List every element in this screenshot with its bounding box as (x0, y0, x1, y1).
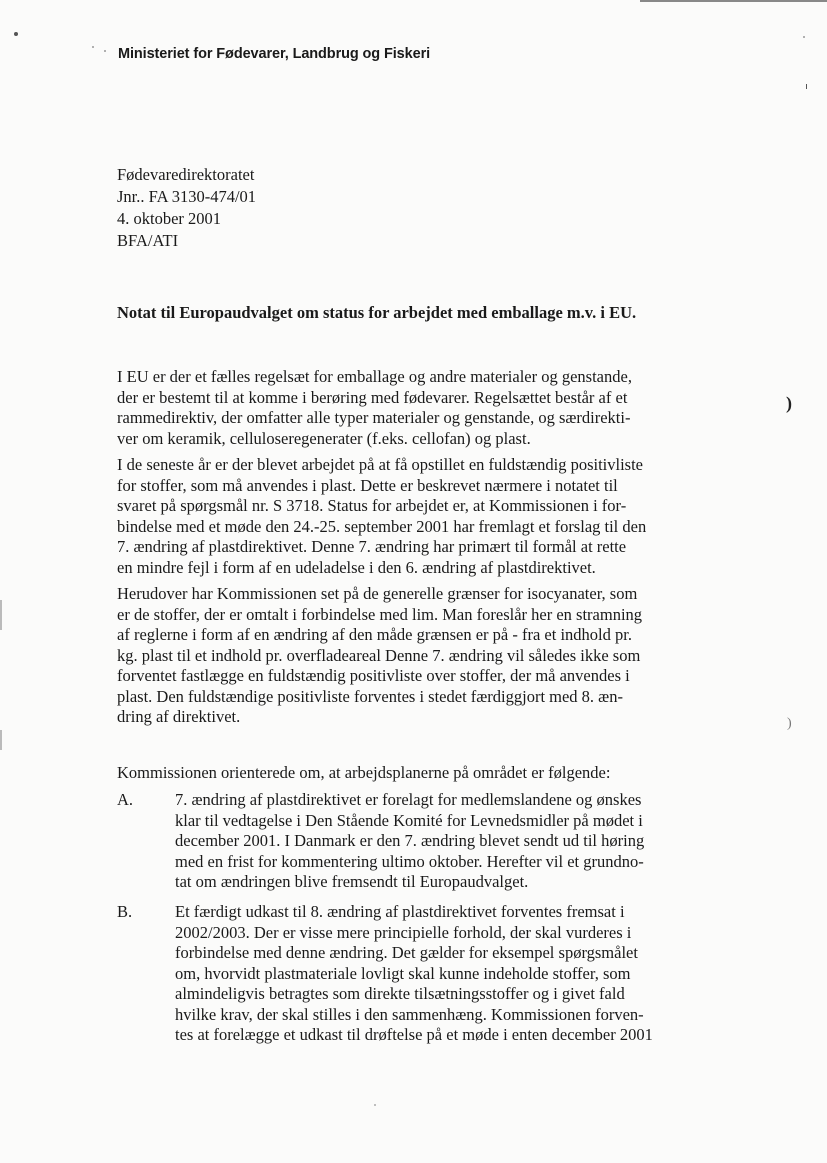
text-line: tat om ændringen blive fremsendt til Europaudvalget. (175, 872, 529, 891)
text-line: forventet fastlægge en fuldstændig positivliste over stoffer, der må anvendes i (117, 666, 630, 685)
scan-speck (14, 32, 18, 36)
text-line: der er bestemt til at komme i berøring med fødevarer. Regelsættet består af et (117, 387, 628, 407)
document-title: Notat til Europaudvalget om status for arbejdet med emballage m.v. i EU. (117, 303, 637, 322)
paragraph (117, 455, 721, 578)
text-line: en mindre fejl i form af en udeladelse i den 6. ændring af plastdirektivet. (117, 557, 596, 577)
text-line: Herudover har Kommissionen set på de generelle grænser for isocyanater, som (117, 584, 638, 603)
list-item-content (175, 902, 725, 1046)
text-line: Et færdigt udkast til 8. ændring af plastdirektivet forventes fremsat i (175, 902, 625, 921)
text-line: af reglerne i form af en ændring af den måde grænsen er på - fra et indhold pr. (117, 625, 632, 644)
text-line: med en frist for kommentering ultimo oktober. Herefter vil et grundno- (175, 851, 644, 871)
scan-speck (803, 36, 805, 38)
scan-edge-mark (0, 730, 2, 750)
text-line: for stoffer, som må anvendes i plast. Dette er beskrevet nærmere i notatet til (117, 475, 618, 495)
text-line: ver om keramik, celluloseregenerater (f.eks. cellofan) og plast. (117, 428, 531, 448)
paragraph (117, 584, 721, 728)
paragraph (117, 763, 721, 784)
text-line: december 2001. I Danmark er den 7. ændring blevet sendt ud til høring (175, 831, 645, 850)
text-line: bindelse med et møde den 24.-25. september 2001 har fremlagt et forslag til den (117, 516, 647, 536)
scan-edge-mark (0, 600, 2, 630)
text-line: Kommissionen orienterede om, at arbejdsplanerne på området er følgende: (117, 763, 611, 782)
text-line: I EU er der et fælles regelsæt for emballage og andre materialer og genstande, (117, 367, 632, 386)
document-date: 4. oktober 2001 (117, 209, 222, 228)
author-initials: BFA/ATI (117, 231, 179, 250)
margin-mark: ) (786, 393, 792, 413)
text-line: 2002/2003. Der er visse mere principielle forhold, der skal vurderes i (175, 922, 632, 942)
list-marker: A. (117, 790, 134, 809)
scan-speck (92, 46, 94, 48)
text-line: rammedirektiv, der omfatter alle typer materialer og genstande, og særdirekti- (117, 408, 631, 427)
list-marker: B. (117, 902, 133, 921)
text-line: 7. ændring af plastdirektivet er forelagt for medlemslandene og ønskes (175, 790, 642, 809)
margin-mark: ) (787, 716, 792, 731)
scan-speck (374, 1104, 376, 1106)
scan-speck (806, 84, 807, 89)
document-meta (117, 164, 256, 252)
text-line: hvilke krav, der skal stilles i den sammenhæng. Kommissionen forven- (175, 1004, 644, 1024)
text-line: svaret på spørgsmål nr. S 3718. Status for arbejdet er, at Kommissionen i for- (117, 496, 627, 515)
paragraph (117, 367, 721, 449)
journal-number: Jnr.. FA 3130-474/01 (117, 187, 257, 206)
text-line: dring af direktivet. (117, 707, 241, 726)
text-line: er de stoffer, der er omtalt i forbindelse med lim. Man foreslår her en stramning (117, 604, 643, 624)
text-line: kg. plast til et indhold pr. overfladeareal Denne 7. ændring vil således ikke som (117, 645, 641, 665)
text-line: 7. ændring af plastdirektivet. Denne 7. ændring har primært til formål at rette (117, 537, 627, 556)
text-line: tes at forelægge et udkast til drøftelse på et møde i enten december 2001 (175, 1025, 653, 1044)
text-line: I de seneste år er der blevet arbejdet på at få opstillet en fuldstændig positivliste (117, 455, 644, 474)
text-line: forbindelse med denne ændring. Det gælder for eksempel spørgsmålet (175, 943, 638, 962)
ministry-header: Ministeriet for Fødevarer, Landbrug og Fiskeri (118, 46, 431, 62)
text-line: almindeligvis betragtes som direkte tilsætningsstoffer og i givet fald (175, 984, 625, 1003)
text-line: om, hvorvidt plastmateriale lovligt skal kunne indeholde stoffer, som (175, 963, 631, 983)
agency-name: Fødevaredirektoratet (117, 165, 255, 184)
text-line: plast. Den fuldstændige positivliste forventes i stedet færdiggjort med 8. æn- (117, 686, 623, 706)
scan-edge-line (640, 0, 827, 2)
list-item-content (175, 790, 725, 893)
scan-speck (104, 50, 106, 52)
text-line: klar til vedtagelse i Den Stående Komité for Levnedsmidler på mødet i (175, 810, 643, 830)
